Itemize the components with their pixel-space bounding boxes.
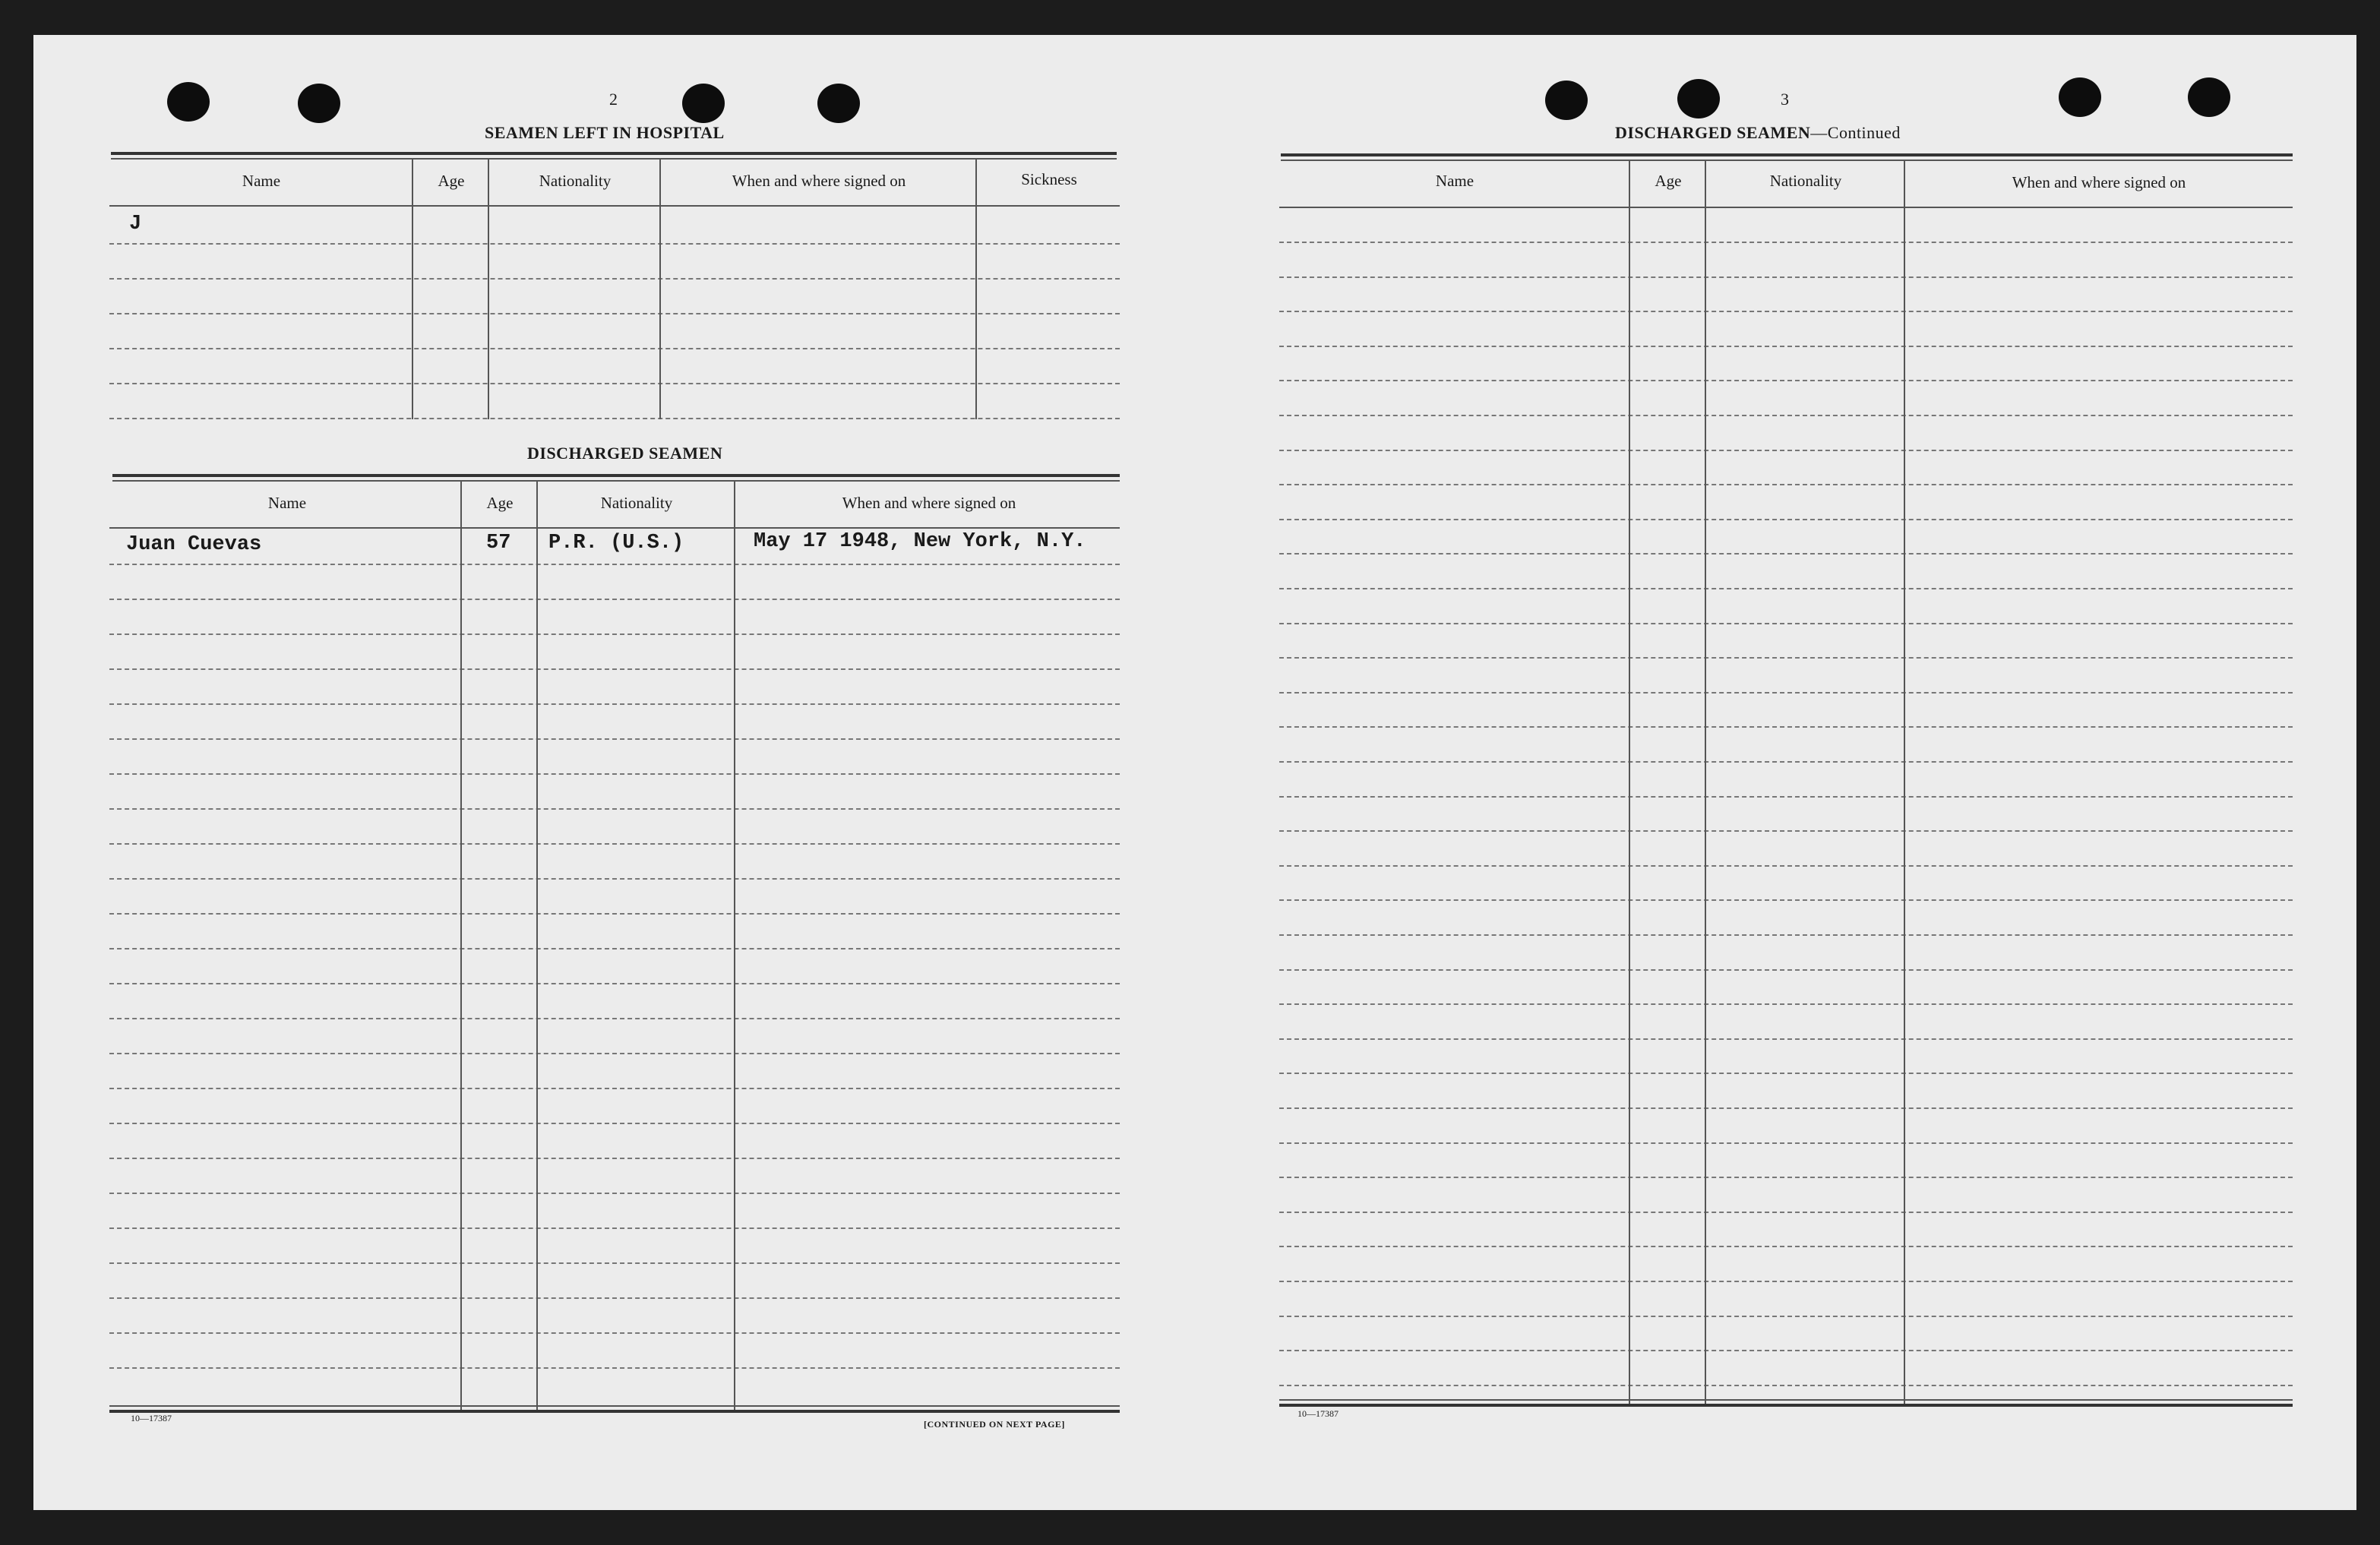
ruled-line (1279, 484, 2293, 485)
ruled-line (1279, 1107, 2293, 1109)
hospital-row-name: J (129, 213, 142, 235)
ruled-line (109, 843, 1120, 845)
punch-hole (1677, 79, 1720, 118)
ruled-line (1279, 415, 2293, 416)
ruled-line (109, 1193, 1120, 1194)
form-number: 10—17387 (131, 1413, 172, 1423)
punch-hole (2188, 77, 2230, 117)
section-title-hospital: SEAMEN LEFT IN HOSPITAL (485, 123, 725, 142)
ruled-line (109, 808, 1120, 810)
seaman-name: Juan Cuevas (126, 533, 262, 556)
ruled-line (1279, 242, 2293, 243)
ruled-line (109, 703, 1120, 705)
ruled-line (1279, 588, 2293, 589)
column-header: Age (438, 172, 465, 190)
ruled-line (109, 1053, 1120, 1054)
column-header: Name (242, 172, 281, 190)
ruled-line (1279, 1246, 2293, 1247)
punch-hole (298, 84, 340, 123)
ruled-line (1279, 796, 2293, 798)
ruled-line (1279, 380, 2293, 381)
ruled-line (109, 1367, 1120, 1369)
ruled-line (109, 948, 1120, 949)
section-title-discharged: DISCHARGED SEAMEN (527, 444, 723, 463)
ruled-line (1279, 830, 2293, 832)
ruled-line (109, 564, 1120, 565)
continued-note: [CONTINUED ON NEXT PAGE] (924, 1419, 1065, 1430)
ruled-line (1279, 311, 2293, 312)
ruled-line (1279, 1073, 2293, 1074)
punch-hole (2059, 77, 2101, 117)
ruled-line (1279, 969, 2293, 971)
ruled-line (1279, 1281, 2293, 1282)
punch-hole (817, 84, 860, 123)
column-header: Nationality (539, 172, 612, 190)
ruled-line (109, 738, 1120, 740)
punch-hole (167, 82, 210, 122)
ruled-line (1279, 865, 2293, 867)
ruled-line (109, 1123, 1120, 1124)
ruled-line (109, 1332, 1120, 1334)
ruled-line (1279, 346, 2293, 347)
page-number: 2 (609, 90, 618, 109)
column-header: Nationality (600, 494, 673, 512)
ruled-line (1279, 450, 2293, 451)
ruled-line (1279, 1316, 2293, 1317)
ruled-line (1279, 1003, 2293, 1005)
ruled-line (109, 983, 1120, 984)
column-header: Sickness (1021, 170, 1077, 188)
document-sheet (33, 35, 2356, 1510)
ruled-line (1279, 1177, 2293, 1178)
seaman-age: 57 (486, 532, 511, 554)
ruled-line (109, 1262, 1120, 1264)
ruled-line (1279, 692, 2293, 694)
section-title-discharged-continued (1615, 123, 1901, 143)
ruled-line (1279, 1385, 2293, 1386)
ruled-line (109, 773, 1120, 775)
ruled-line (1279, 899, 2293, 901)
ruled-line (1279, 1212, 2293, 1213)
ruled-line (1279, 1142, 2293, 1144)
ruled-line (109, 599, 1120, 600)
ruled-line (1279, 726, 2293, 728)
ruled-line (109, 1018, 1120, 1019)
page-number: 3 (1781, 90, 1789, 109)
seaman-nationality: P.R. (U.S.) (548, 532, 684, 554)
ruled-line (1279, 1350, 2293, 1351)
column-header: When and where signed on (2012, 173, 2186, 191)
ruled-line (1279, 519, 2293, 520)
ruled-line (109, 878, 1120, 880)
column-header: Nationality (1769, 172, 1842, 190)
column-header: When and where signed on (842, 494, 1016, 512)
column-header: Name (267, 494, 307, 512)
ruled-line (109, 913, 1120, 915)
ruled-line (109, 668, 1120, 670)
column-header: Age (486, 494, 514, 512)
section-title-text: DISCHARGED SEAMEN (1615, 123, 1811, 142)
ruled-line (109, 633, 1120, 635)
seaman-signed-on: May 17 1948, New York, N.Y. (754, 530, 1086, 553)
ruled-line (109, 1088, 1120, 1089)
column-header: Age (1655, 172, 1682, 190)
form-number: 10—17387 (1297, 1408, 1339, 1419)
ruled-line (1279, 934, 2293, 936)
section-title-suffix: —Continued (1810, 123, 1901, 142)
ruled-line (1279, 623, 2293, 624)
ruled-line (109, 1227, 1120, 1229)
ruled-line (1279, 1038, 2293, 1040)
ruled-line (109, 1297, 1120, 1299)
ruled-line (1279, 553, 2293, 554)
punch-hole (1545, 81, 1588, 120)
ruled-line (1279, 657, 2293, 659)
ruled-line (109, 1158, 1120, 1159)
punch-hole (682, 84, 725, 123)
ruled-line (1279, 761, 2293, 763)
column-header: When and where signed on (732, 172, 906, 190)
ruled-line (1279, 276, 2293, 278)
column-header: Name (1435, 172, 1474, 190)
